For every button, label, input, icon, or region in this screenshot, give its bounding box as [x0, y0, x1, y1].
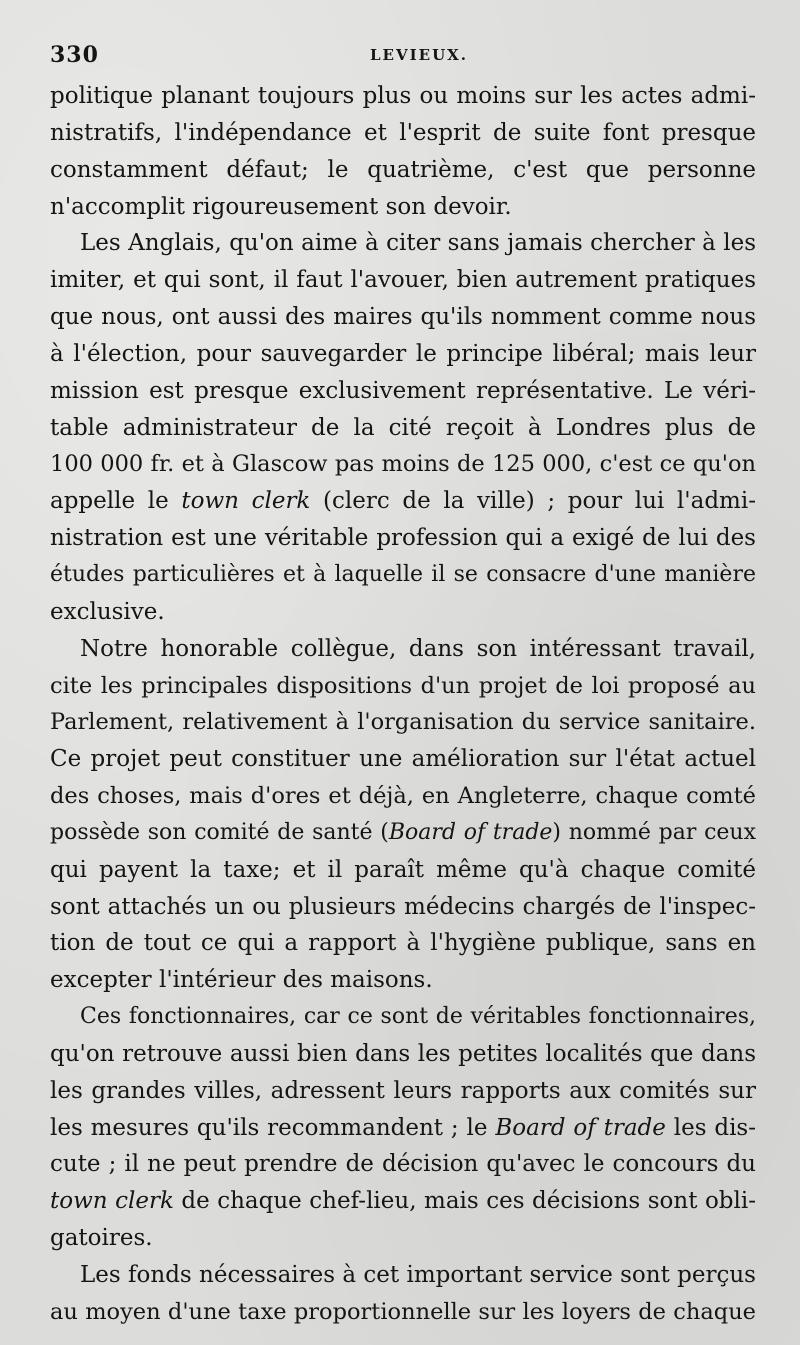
text-line: les grandes villes, adressent leurs rapports aux comités sur	[50, 1077, 756, 1104]
text-line: Notre honorable collègue, dans son intéressant travail,	[80, 635, 756, 662]
running-head: LEVIEUX.	[370, 46, 469, 64]
text-line: exclusive.	[50, 598, 165, 625]
text-line: excepter l'intérieur des maisons.	[50, 967, 433, 994]
text-line: qu'on retrouve aussi bien dans les petites localités que dans	[50, 1040, 756, 1067]
page-header	[50, 42, 760, 76]
text-line: cute ; il ne peut prendre de décision qu'avec le concours du	[50, 1151, 756, 1178]
text-line: que nous, ont aussi des maires qu'ils nomment comme nous	[50, 304, 756, 331]
text-line: n'accomplit rigoureusement son devoir.	[50, 193, 512, 220]
text-line: Parlement, relativement à l'organisation du service sanitaire.	[50, 709, 756, 736]
italic-term: Board of trade	[495, 1114, 666, 1141]
text-line: constamment défaut; le quatrième, c'est que personne	[50, 156, 756, 183]
text-line: 100 000 fr. et à Glascow pas moins de 125 000, c'est ce qu'on	[50, 451, 756, 478]
text-line: gatoires.	[50, 1225, 153, 1252]
text-line: imiter, et qui sont, il faut l'avouer, bien autrement pratiques	[50, 267, 756, 294]
text-line: town clerk de chaque chef-lieu, mais ces décisions sont obli-	[50, 1188, 756, 1215]
page-number: 330	[50, 42, 99, 68]
body-text	[50, 78, 756, 1331]
text-line: Les Anglais, qu'on aime à citer sans jamais chercher à les	[80, 230, 756, 257]
italic-term: town clerk	[50, 1188, 174, 1215]
text-line: table administrateur de la cité reçoit à Londres plus de	[50, 414, 756, 441]
text-line: cite les principales dispositions d'un projet de loi proposé au	[50, 672, 756, 699]
text-line: au moyen d'une taxe proportionnelle sur les loyers de chaque	[50, 1298, 756, 1325]
text-line: mission est presque exclusivement représentative. Le véri-	[50, 377, 756, 404]
italic-term: town clerk	[181, 488, 311, 515]
text-line: appelle le town clerk (clerc de la ville) ; pour lui l'admi-	[50, 488, 756, 515]
text-line: des choses, mais d'ores et déjà, en Angleterre, chaque comté	[50, 783, 756, 810]
text-line: nistratifs, l'indépendance et l'esprit de suite font presque	[50, 119, 756, 146]
italic-term: Board of trade	[388, 819, 553, 845]
text-line: à l'élection, pour sauvegarder le principe libéral; mais leur	[50, 340, 756, 367]
text-line: possède son comité de santé (Board of trade) nommé par ceux	[50, 819, 756, 845]
text-line: qui payent la taxe; et il paraît même qu'à chaque comité	[50, 856, 756, 883]
text-line: Ces fonctionnaires, car ce sont de véritables fonctionnaires,	[80, 1004, 756, 1030]
text-line: tion de tout ce qui a rapport à l'hygiène publique, sans en	[50, 930, 756, 957]
text-line: politique planant toujours plus ou moins sur les actes admi-	[50, 83, 756, 109]
text-line: nistration est une véritable profession qui a exigé de lui des	[50, 525, 756, 552]
text-line: les mesures qu'ils recommandent ; le Board of trade les dis-	[50, 1114, 757, 1141]
text-line: Les fonds nécessaires à cet important service sont perçus	[80, 1262, 756, 1288]
text-line: études particulières et à laquelle il se consacre d'une manière	[50, 561, 756, 587]
text-line: sont attachés un ou plusieurs médecins chargés de l'inspec-	[50, 893, 756, 920]
text-line: Ce projet peut constituer une amélioration sur l'état actuel	[50, 746, 756, 773]
